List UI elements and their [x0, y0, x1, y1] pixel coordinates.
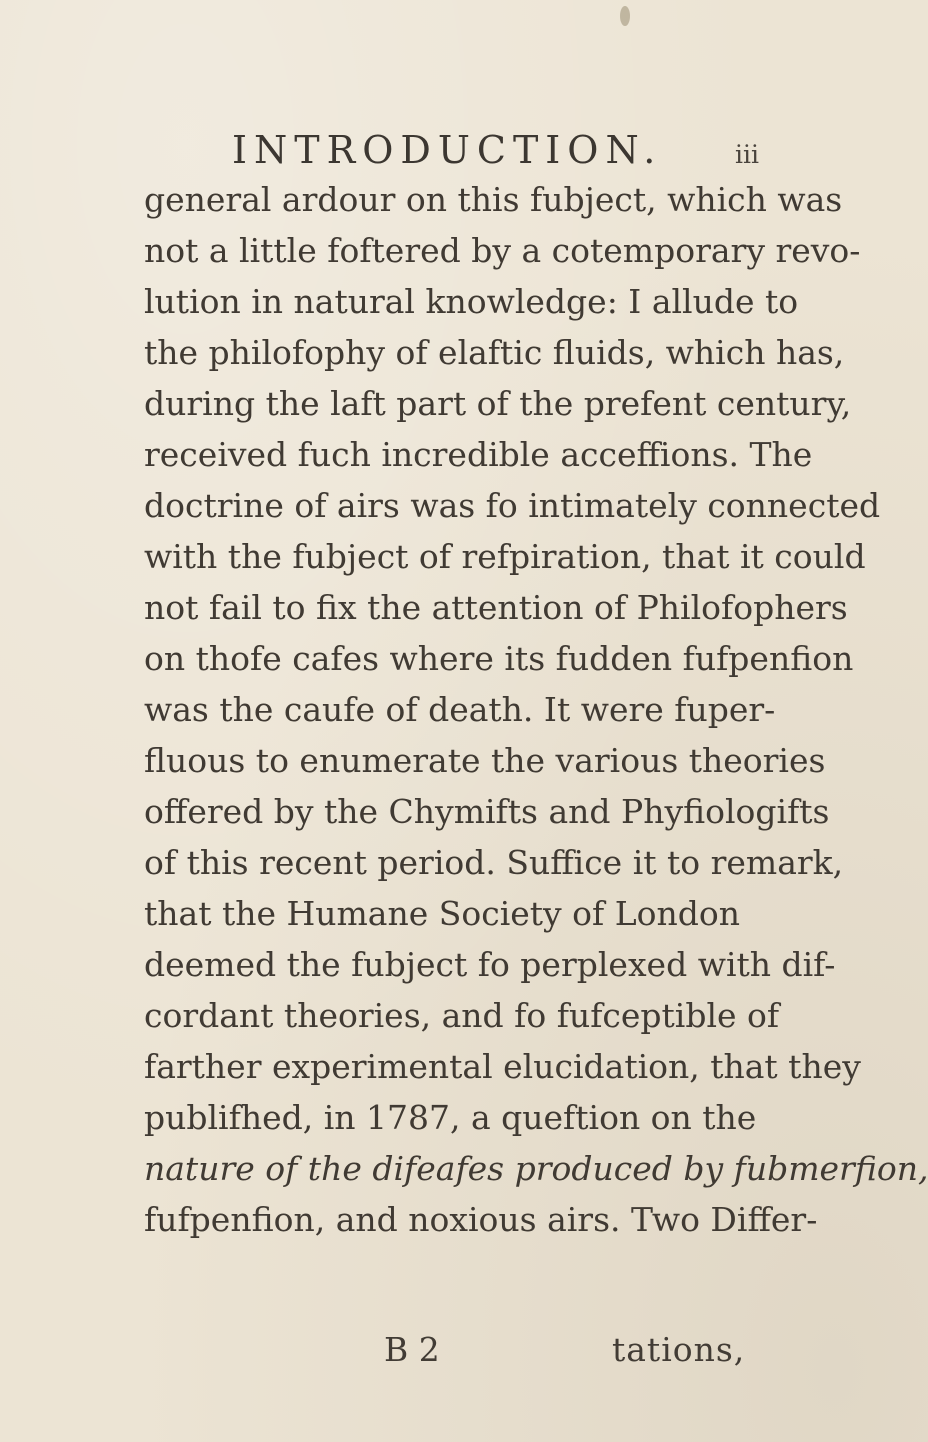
text-line: with the fubject of refpiration, that it could — [144, 537, 866, 576]
text-line: lution in natural knowledge: I allude to — [144, 282, 799, 321]
text-line: was the caufe of death. It were fuper- — [144, 690, 776, 729]
text-line: that the Humane Society of London — [144, 894, 741, 933]
text-line: of this recent period. Suffice it to remark, — [144, 843, 844, 882]
page-number: iii — [735, 140, 759, 169]
signature-mark: B 2 — [384, 1330, 440, 1369]
text-line: fluous to enumerate the various theories — [144, 741, 826, 780]
text-line: the philofophy of elaftic fluids, which has, — [144, 333, 845, 372]
text-line: deemed the fubject fo perplexed with dif- — [144, 945, 836, 984]
text-line: doctrine of airs was fo intimately connected — [144, 486, 881, 525]
text-line: offered by the Chymifts and Phyfiologifts — [144, 792, 830, 831]
text-line: not a little foftered by a cotemporary revo- — [144, 231, 861, 270]
text-line: general ardour on this fubject, which was — [144, 180, 843, 219]
text-line: received fuch incredible acceffions. The — [144, 435, 813, 474]
text-line: nature of the difeafes produced by fubmerfion, — [144, 1149, 928, 1188]
paper-stain — [620, 6, 630, 26]
text-line: farther experimental elucidation, that they — [144, 1047, 861, 1086]
text-line: during the laft part of the prefent century, — [144, 384, 852, 423]
running-head: INTRODUCTION. — [232, 128, 663, 172]
text-line: cordant theories, and fo fufceptible of — [144, 996, 780, 1035]
page-footer — [0, 1330, 800, 1380]
text-line: publifhed, in 1787, a queftion on the — [144, 1098, 757, 1137]
text-line: on thofe cafes where its fudden fufpenfion — [144, 639, 854, 678]
catchword: tations, — [612, 1330, 746, 1369]
text-line: fufpenfion, and noxious airs. Two Differ- — [144, 1200, 818, 1239]
text-line: not fail to fix the attention of Philofophers — [144, 588, 848, 627]
